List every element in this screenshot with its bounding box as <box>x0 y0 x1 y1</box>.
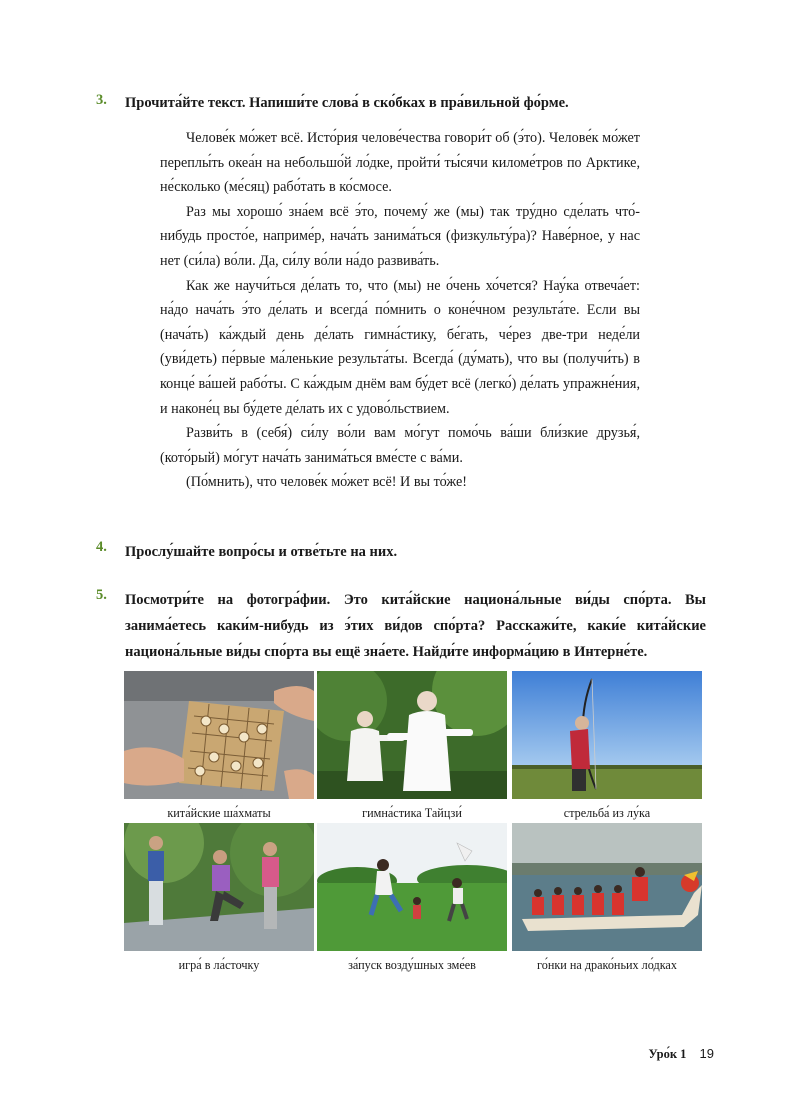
dragon-boat-photo <box>512 823 702 951</box>
lesson-label: Уро́к 1 <box>648 1047 687 1061</box>
task-4-number: 4. <box>96 539 107 555</box>
archery-photo <box>512 671 702 799</box>
paragraph: Разви́ть в (себя́) си́лу во́ли вам мо́гут помо́чь ва́ши бли́зкие друзья́, (кото́рый) мо́гут нача́ть занима́ться вме́сте с ва́ми. <box>160 425 640 466</box>
page-footer <box>648 1046 714 1062</box>
shuttlecock-photo <box>124 823 314 951</box>
task-3-title: Прочита́йте текст. Напиши́те слова́ в ско́бках в пра́вильной фо́рме. <box>125 95 569 111</box>
paragraph: (По́мнить), что челове́к мо́жет всё! И вы то́же! <box>186 474 468 491</box>
task-5-title: Посмотри́те на фотогра́фии. Это кита́йские национа́льные ви́ды спо́рта. Вы занима́етесь каки́м-нибудь из э́тих ви́дов спо́рта? Расскажи́те, каки́е кита́йские национа́льные ви́ды спо́рта вы ещё зна́ете. Найди́те информа́цию в Интерне́те. <box>125 592 706 660</box>
paragraph: Челове́к мо́жет всё. Исто́рия челове́чества говори́т об (э́то). Челове́к мо́жет переплы́ть океа́н на небольшо́й ло́дке, пройти́ ты́сячи киломе́тров по Арктике, не́сколько (ме́сяц) рабо́тать в ко́смосе. <box>160 130 640 196</box>
kite-flying-photo <box>317 823 507 951</box>
reading-text <box>160 126 640 495</box>
paragraph: Как же научи́ться де́лать то, что (мы) не о́чень хо́чется? Нау́ка отвеча́ет: на́до нача́ть э́то де́лать и всегда́ по́мнить о коне́чном результа́те. Если вы (нача́ть) ка́ждый день де́лать гимна́стику, бе́гать, че́рез две-три неде́ли (уви́деть) пе́рвые ма́ленькие результа́ты. Всегда́ (ду́мать), что вы (получи́ть) в конце́ ва́шей рабо́ты. С ка́ждым днём вам бу́дет всё (легко́) де́лать упражне́ния, и наконе́ц вы бу́дете де́лать их с удово́льствием. <box>160 277 640 417</box>
photo-caption: игра́ в ла́сточку <box>178 958 260 972</box>
task-4-title: Прослу́шайте вопро́сы и отве́тьте на них. <box>125 544 398 560</box>
paragraph: Раз мы хорошо́ зна́ем всё э́то, почему́ же (мы) так тру́дно сде́лать что́-нибудь просто́е, наприме́р, нача́ть занима́ться (физкульту́ра)? Наве́рное, у нас нет (си́ла) во́ли. Да, си́лу во́ли на́до развива́ть. <box>160 203 640 269</box>
tai-chi-photo <box>317 671 507 799</box>
task-5-number: 5. <box>96 587 107 603</box>
task-3 <box>96 92 706 114</box>
photo-caption: стрельба́ из лу́ка <box>563 806 651 820</box>
task-3-number: 3. <box>96 92 107 108</box>
photo-caption: го́нки на драко́ньих ло́дках <box>537 958 677 972</box>
photo-caption: за́пуск возду́шных зме́ев <box>348 958 476 972</box>
page-number: 19 <box>699 1046 714 1061</box>
task-4 <box>96 539 706 565</box>
chinese-chess-photo <box>124 671 314 799</box>
photo-caption: гимна́стика Тайцзи́ <box>362 806 462 820</box>
photo-grid <box>124 671 704 971</box>
task-5 <box>96 587 706 665</box>
photo-caption: кита́йские ша́хматы <box>167 806 271 820</box>
